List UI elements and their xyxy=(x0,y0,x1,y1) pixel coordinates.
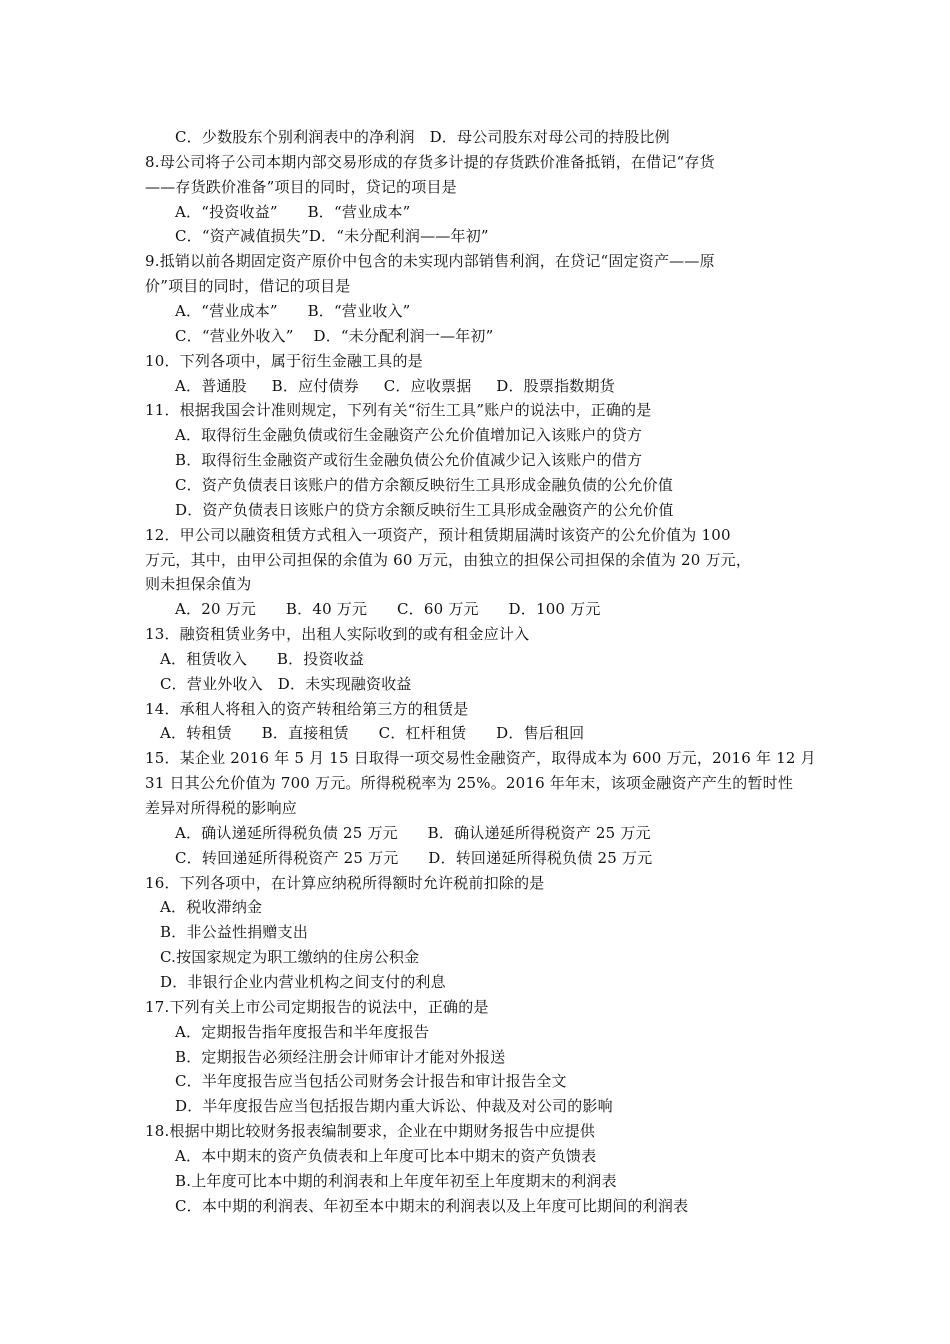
text-line: A．租赁收入 B．投资收益 xyxy=(160,649,365,668)
text-line: C．营业外收入 D．未实现融资收益 xyxy=(160,674,412,693)
text-line: A．确认递延所得税负债 25 万元 B．确认递延所得税资产 25 万元 xyxy=(175,823,651,842)
text-line: D．半年度报告应当包括报告期内重大诉讼、仲裁及对公司的影响 xyxy=(175,1097,613,1116)
text-line: A．税收滞纳金 xyxy=(160,898,263,917)
text-line: 14．承租人将租入的资产转租给第三方的租赁是 xyxy=(145,699,469,718)
text-line: 万元，其中，由甲公司担保的余值为 60 万元，由独立的担保公司担保的余值为 20 万元， xyxy=(145,550,752,569)
text-line: 差异对所得税的影响应 xyxy=(145,799,298,817)
text-line: C．“营业外收入” D．“未分配利润一—年初” xyxy=(175,326,494,345)
text-line: ——存货跌价准备”项目的同时，贷记的项目是 xyxy=(145,177,457,196)
text-line: 18.根据中期比较财务报表编制要求，企业在中期财务报告中应提供 xyxy=(145,1122,596,1140)
text-line: 8.母公司将子公司本期内部交易形成的存货多计提的存货跌价准备抵销，在借记“存货 xyxy=(145,152,715,171)
text-line: B．取得衍生金融资产或衍生金融负债公允价值减少记入该账户的借方 xyxy=(175,451,643,470)
text-line: 12．甲公司以融资租赁方式租入一项资产，预计租赁期届满时该资产的公允价值为 100 xyxy=(145,525,731,544)
text-line: C．少数股东个别利润表中的净利润 D．母公司股东对母公司的持股比例 xyxy=(175,128,670,146)
text-line: A．“营业成本” B．“营业收入” xyxy=(175,302,411,320)
text-line: 31 日其公允价值为 700 万元。所得税税率为 25%。2016 年年末，该项金融资产产生的暂时性 xyxy=(145,774,794,793)
text-line: 11．根据我国会计准则规定，下列有关“衍生工具”账户的说法中，正确的是 xyxy=(145,401,652,420)
text-line: D．资产负债表日该账户的贷方余额反映衍生工具形成金融资产的公允价值 xyxy=(175,500,674,519)
text-line: B.上年度可比本中期的利润表和上年度年初至上年度期末的利润表 xyxy=(175,1171,617,1190)
text-line: C．转回递延所得税资产 25 万元 D．转回递延所得税负债 25 万元 xyxy=(175,848,653,867)
text-line: A．取得衍生金融负债或衍生金融资产公允价值增加记入该账户的贷方 xyxy=(175,426,643,445)
text-line: B．非公益性捐赠支出 xyxy=(160,923,309,942)
text-line: B．定期报告必须经注册会计师审计才能对外报送 xyxy=(175,1047,506,1066)
text-line: 10．下列各项中，属于衍生金融工具的是 xyxy=(145,351,423,370)
text-line: 则未担保余值为 xyxy=(145,575,252,594)
text-line: 16．下列各项中，在计算应纳税所得额时允许税前扣除的是 xyxy=(145,873,545,892)
text-line: A．“投资收益” B．“营业成本” xyxy=(175,202,411,221)
text-line: A．普通股 B．应付债券 C．应收票据 D．股票指数期货 xyxy=(175,376,615,395)
text-line: 9.抵销以前各期固定资产原价中包含的未实现内部销售利润，在贷记“固定资产——原 xyxy=(145,252,715,271)
text-line: A．20 万元 B．40 万元 C．60 万元 D．100 万元 xyxy=(175,600,601,619)
text-line: A．本中期末的资产负债表和上年度可比本中期末的资产负馈表 xyxy=(175,1146,597,1165)
text-line: C．半年度报告应当包括公司财务会计报告和审计报告全文 xyxy=(175,1072,567,1091)
text-line: C．资产负债表日该账户的借方余额反映衍生工具形成金融负债的公允价值 xyxy=(175,475,674,494)
text-line: 价”项目的同时，借记的项目是 xyxy=(145,277,351,296)
text-line: 15．某企业 2016 年 5 月 15 日取得一项交易性金融资产，取得成本为 600 万元，2016 年 12 月 xyxy=(145,749,816,768)
text-line: A．转租赁 B．直接租赁 C．杠杆租赁 D．售后租回 xyxy=(160,724,585,743)
text-line: 13．融资租赁业务中，出租人实际收到的或有租金应计入 xyxy=(145,625,530,643)
text-line: C．“资产减值损失”D．“未分配利润——年初” xyxy=(175,227,489,246)
text-line: C.按国家规定为职工缴纳的住房公积金 xyxy=(160,948,420,967)
text-line: D．非银行企业内营业机构之间支付的利息 xyxy=(160,972,446,991)
text-line: 17.下列有关上市公司定期报告的说法中，正确的是 xyxy=(145,997,489,1016)
text-line: C．本中期的利润表、年初至本中期末的利润表以及上年度可比期间的利润表 xyxy=(175,1196,689,1215)
text-line: A．定期报告指年度报告和半年度报告 xyxy=(175,1022,430,1041)
